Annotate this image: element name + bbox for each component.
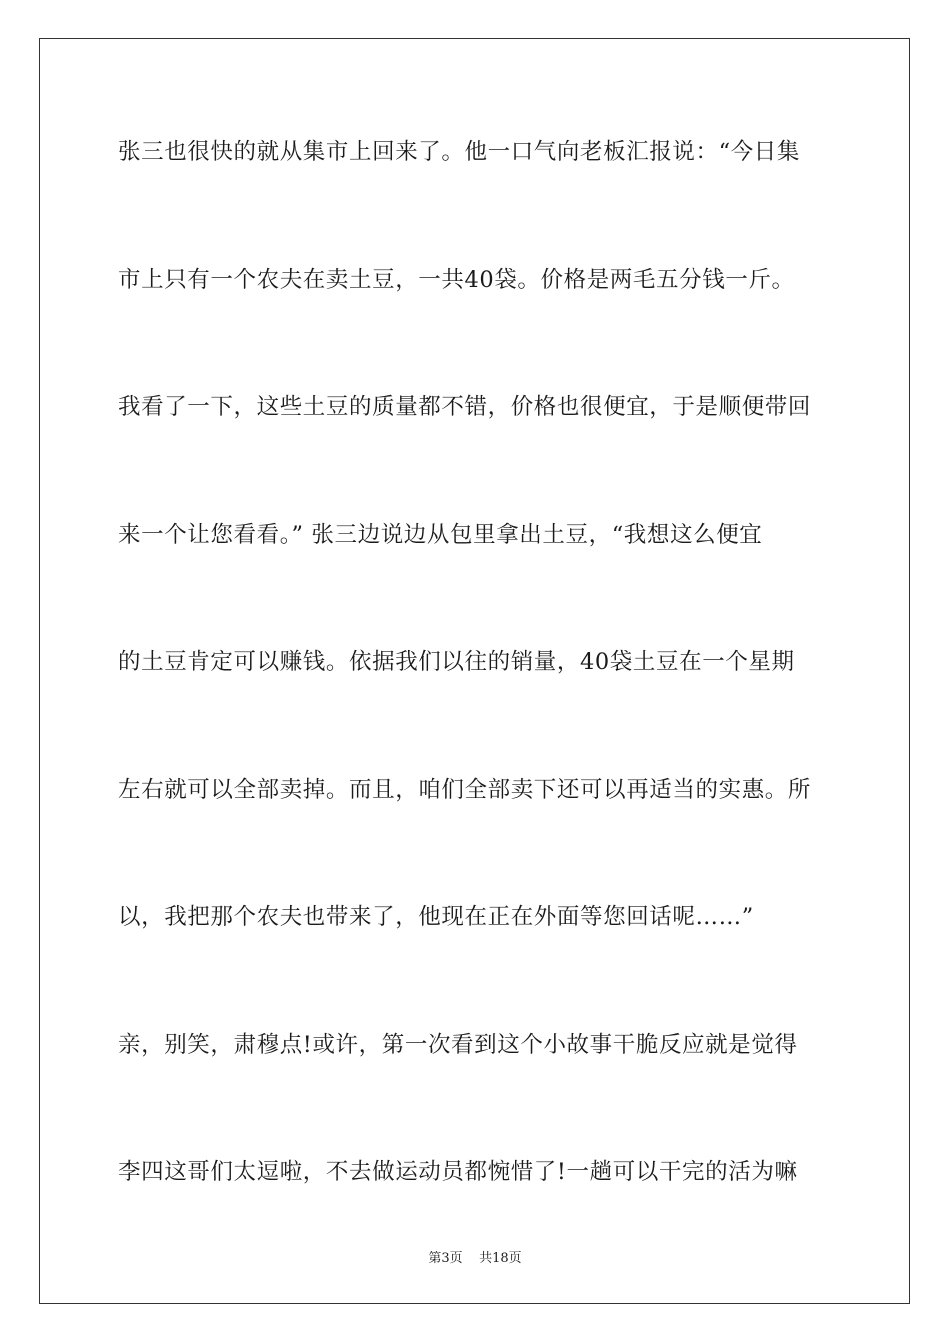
page-total: 共18页	[479, 1251, 522, 1266]
text-line: 我看了一下，这些土豆的质量都不错，价格也很便宜，于是顺便带回	[118, 394, 812, 420]
text-line: 亲，别笑，肃穆点!或许，第一次看到这个小故事干脆反应就是觉得	[118, 1031, 798, 1058]
text-line: 来一个让您看看。” 张三边说边从包里拿出土豆，“我想这么便宜	[118, 521, 763, 548]
page-footer	[0, 1247, 950, 1266]
text-line: 的土豆肯定可以赚钱。依据我们以往的销量，40袋土豆在一个星期	[118, 649, 795, 675]
page-number: 第3页	[428, 1251, 463, 1266]
text-line: 以，我把那个农夫也带来了，他现在正在外面等您回话呢……”	[118, 904, 754, 930]
document-body	[118, 134, 834, 1282]
text-line: 市上只有一个农夫在卖土豆，一共40袋。价格是两毛五分钱一斤。	[118, 266, 795, 293]
text-line: 左右就可以全部卖掉。而且，咱们全部卖下还可以再适当的实惠。所	[118, 776, 812, 803]
text-line: 李四这哥们太逗啦，不去做运动员都惋惜了!一趟可以干完的活为嘛	[118, 1159, 798, 1185]
text-line: 张三也很快的就从集市上回来了。他一口气向老板汇报说：“今日集	[118, 139, 801, 165]
